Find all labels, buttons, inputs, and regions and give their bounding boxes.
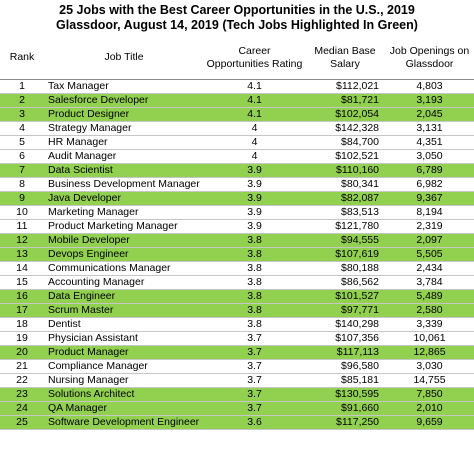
- salary-cell: $117,250: [305, 416, 385, 430]
- rating-cell: 3.8: [204, 290, 305, 304]
- rank-cell: 19: [0, 332, 44, 346]
- header-job-openings: Job Openings on Glassdoor: [385, 36, 474, 80]
- table-row: [0, 94, 474, 108]
- table-row: [0, 262, 474, 276]
- job-title-cell: Audit Manager: [44, 150, 204, 164]
- rank-cell: 22: [0, 374, 44, 388]
- salary-cell: $96,580: [305, 360, 385, 374]
- openings-cell: 4,351: [385, 136, 474, 150]
- rating-cell: 3.8: [204, 318, 305, 332]
- header-job-title: Job Title: [44, 36, 204, 80]
- job-title-cell: QA Manager: [44, 402, 204, 416]
- rating-cell: 3.7: [204, 374, 305, 388]
- table-row: [0, 318, 474, 332]
- salary-cell: $101,527: [305, 290, 385, 304]
- salary-cell: $142,328: [305, 122, 385, 136]
- job-title-cell: Solutions Architect: [44, 388, 204, 402]
- job-title-cell: Data Engineer: [44, 290, 204, 304]
- salary-cell: $86,562: [305, 276, 385, 290]
- table-row: [0, 248, 474, 262]
- job-title-cell: Physician Assistant: [44, 332, 204, 346]
- table-row: [0, 346, 474, 360]
- salary-cell: $80,341: [305, 178, 385, 192]
- job-title-cell: Strategy Manager: [44, 122, 204, 136]
- rank-cell: 18: [0, 318, 44, 332]
- table-row: [0, 290, 474, 304]
- rank-cell: 23: [0, 388, 44, 402]
- job-title-cell: Data Scientist: [44, 164, 204, 178]
- table-row: [0, 164, 474, 178]
- salary-cell: $117,113: [305, 346, 385, 360]
- rating-cell: 4: [204, 136, 305, 150]
- openings-cell: 3,339: [385, 318, 474, 332]
- openings-cell: 2,580: [385, 304, 474, 318]
- openings-cell: 2,010: [385, 402, 474, 416]
- salary-cell: $107,619: [305, 248, 385, 262]
- salary-cell: $81,721: [305, 94, 385, 108]
- table-row: [0, 304, 474, 318]
- rank-cell: 12: [0, 234, 44, 248]
- openings-cell: 9,367: [385, 192, 474, 206]
- rank-cell: 4: [0, 122, 44, 136]
- jobs-table: [0, 36, 474, 430]
- job-title-cell: Nursing Manager: [44, 374, 204, 388]
- salary-cell: $130,595: [305, 388, 385, 402]
- job-title-cell: Product Manager: [44, 346, 204, 360]
- rating-cell: 3.8: [204, 262, 305, 276]
- salary-cell: $112,021: [305, 80, 385, 94]
- header-career-rating: Career Opportunities Rating: [204, 36, 305, 80]
- rating-cell: 4.1: [204, 94, 305, 108]
- table-row: [0, 360, 474, 374]
- header-row: [0, 36, 474, 80]
- table-row: [0, 416, 474, 430]
- openings-cell: 3,030: [385, 360, 474, 374]
- table-row: [0, 234, 474, 248]
- rating-cell: 3.7: [204, 402, 305, 416]
- rating-cell: 3.7: [204, 346, 305, 360]
- table-row: [0, 402, 474, 416]
- rank-cell: 9: [0, 192, 44, 206]
- job-title-cell: Devops Engineer: [44, 248, 204, 262]
- rank-cell: 13: [0, 248, 44, 262]
- rank-cell: 17: [0, 304, 44, 318]
- salary-cell: $140,298: [305, 318, 385, 332]
- salary-cell: $84,700: [305, 136, 385, 150]
- rating-cell: 3.9: [204, 178, 305, 192]
- rank-cell: 8: [0, 178, 44, 192]
- rating-cell: 3.8: [204, 234, 305, 248]
- salary-cell: $94,555: [305, 234, 385, 248]
- rank-cell: 7: [0, 164, 44, 178]
- table-row: [0, 220, 474, 234]
- rank-cell: 16: [0, 290, 44, 304]
- salary-cell: $80,188: [305, 262, 385, 276]
- rating-cell: 3.7: [204, 360, 305, 374]
- rating-cell: 3.7: [204, 388, 305, 402]
- salary-cell: $85,181: [305, 374, 385, 388]
- job-title-cell: Scrum Master: [44, 304, 204, 318]
- rank-cell: 6: [0, 150, 44, 164]
- job-title-cell: Tax Manager: [44, 80, 204, 94]
- rating-cell: 4: [204, 150, 305, 164]
- openings-cell: 2,319: [385, 220, 474, 234]
- table-row: [0, 150, 474, 164]
- salary-cell: $83,513: [305, 206, 385, 220]
- openings-cell: 6,982: [385, 178, 474, 192]
- rating-cell: 4: [204, 122, 305, 136]
- job-title-cell: Communications Manager: [44, 262, 204, 276]
- job-title-cell: Salesforce Developer: [44, 94, 204, 108]
- openings-cell: 3,131: [385, 122, 474, 136]
- job-title-cell: Business Development Manager: [44, 178, 204, 192]
- openings-cell: 10,061: [385, 332, 474, 346]
- openings-cell: 2,434: [385, 262, 474, 276]
- openings-cell: 7,850: [385, 388, 474, 402]
- openings-cell: 3,193: [385, 94, 474, 108]
- openings-cell: 4,803: [385, 80, 474, 94]
- table-title: [0, 0, 474, 33]
- rank-cell: 25: [0, 416, 44, 430]
- openings-cell: 5,489: [385, 290, 474, 304]
- table-row: [0, 388, 474, 402]
- table-body: [0, 80, 474, 430]
- job-title-cell: Marketing Manager: [44, 206, 204, 220]
- rank-cell: 21: [0, 360, 44, 374]
- rank-cell: 2: [0, 94, 44, 108]
- rating-cell: 3.9: [204, 192, 305, 206]
- table-row: [0, 332, 474, 346]
- openings-cell: 5,505: [385, 248, 474, 262]
- table-row: [0, 122, 474, 136]
- job-title-cell: Dentist: [44, 318, 204, 332]
- rank-cell: 15: [0, 276, 44, 290]
- rank-cell: 20: [0, 346, 44, 360]
- table-row: [0, 192, 474, 206]
- salary-cell: $82,087: [305, 192, 385, 206]
- rating-cell: 3.9: [204, 220, 305, 234]
- title-line-2: Glassdoor, August 14, 2019 (Tech Jobs Highlighted In Green): [56, 18, 418, 32]
- header-rank: Rank: [0, 36, 44, 80]
- table-header: [0, 36, 474, 80]
- rank-cell: 5: [0, 136, 44, 150]
- salary-cell: $102,054: [305, 108, 385, 122]
- job-title-cell: Compliance Manager: [44, 360, 204, 374]
- table-row: [0, 276, 474, 290]
- job-title-cell: Java Developer: [44, 192, 204, 206]
- job-title-cell: HR Manager: [44, 136, 204, 150]
- rating-cell: 3.6: [204, 416, 305, 430]
- salary-cell: $110,160: [305, 164, 385, 178]
- rating-cell: 4.1: [204, 80, 305, 94]
- job-title-cell: Product Designer: [44, 108, 204, 122]
- openings-cell: 8,194: [385, 206, 474, 220]
- job-title-cell: Accounting Manager: [44, 276, 204, 290]
- rank-cell: 10: [0, 206, 44, 220]
- table-row: [0, 80, 474, 94]
- rating-cell: 4.1: [204, 108, 305, 122]
- openings-cell: 2,045: [385, 108, 474, 122]
- openings-cell: 6,789: [385, 164, 474, 178]
- openings-cell: 3,050: [385, 150, 474, 164]
- openings-cell: 9,659: [385, 416, 474, 430]
- table-row: [0, 108, 474, 122]
- rank-cell: 11: [0, 220, 44, 234]
- rank-cell: 1: [0, 80, 44, 94]
- job-title-cell: Mobile Developer: [44, 234, 204, 248]
- rating-cell: 3.9: [204, 206, 305, 220]
- rank-cell: 3: [0, 108, 44, 122]
- rating-cell: 3.7: [204, 332, 305, 346]
- openings-cell: 12,865: [385, 346, 474, 360]
- rank-cell: 24: [0, 402, 44, 416]
- header-median-salary: Median Base Salary: [305, 36, 385, 80]
- salary-cell: $97,771: [305, 304, 385, 318]
- openings-cell: 14,755: [385, 374, 474, 388]
- openings-cell: 2,097: [385, 234, 474, 248]
- rating-cell: 3.8: [204, 276, 305, 290]
- salary-cell: $121,780: [305, 220, 385, 234]
- table-row: [0, 136, 474, 150]
- table-row: [0, 178, 474, 192]
- table-row: [0, 206, 474, 220]
- openings-cell: 3,784: [385, 276, 474, 290]
- rating-cell: 3.9: [204, 164, 305, 178]
- job-title-cell: Product Marketing Manager: [44, 220, 204, 234]
- salary-cell: $91,660: [305, 402, 385, 416]
- salary-cell: $107,356: [305, 332, 385, 346]
- rank-cell: 14: [0, 262, 44, 276]
- title-line-1: 25 Jobs with the Best Career Opportunities in the U.S., 2019: [59, 3, 415, 17]
- job-title-cell: Software Development Engineer: [44, 416, 204, 430]
- rating-cell: 3.8: [204, 304, 305, 318]
- table-row: [0, 374, 474, 388]
- rating-cell: 3.8: [204, 248, 305, 262]
- salary-cell: $102,521: [305, 150, 385, 164]
